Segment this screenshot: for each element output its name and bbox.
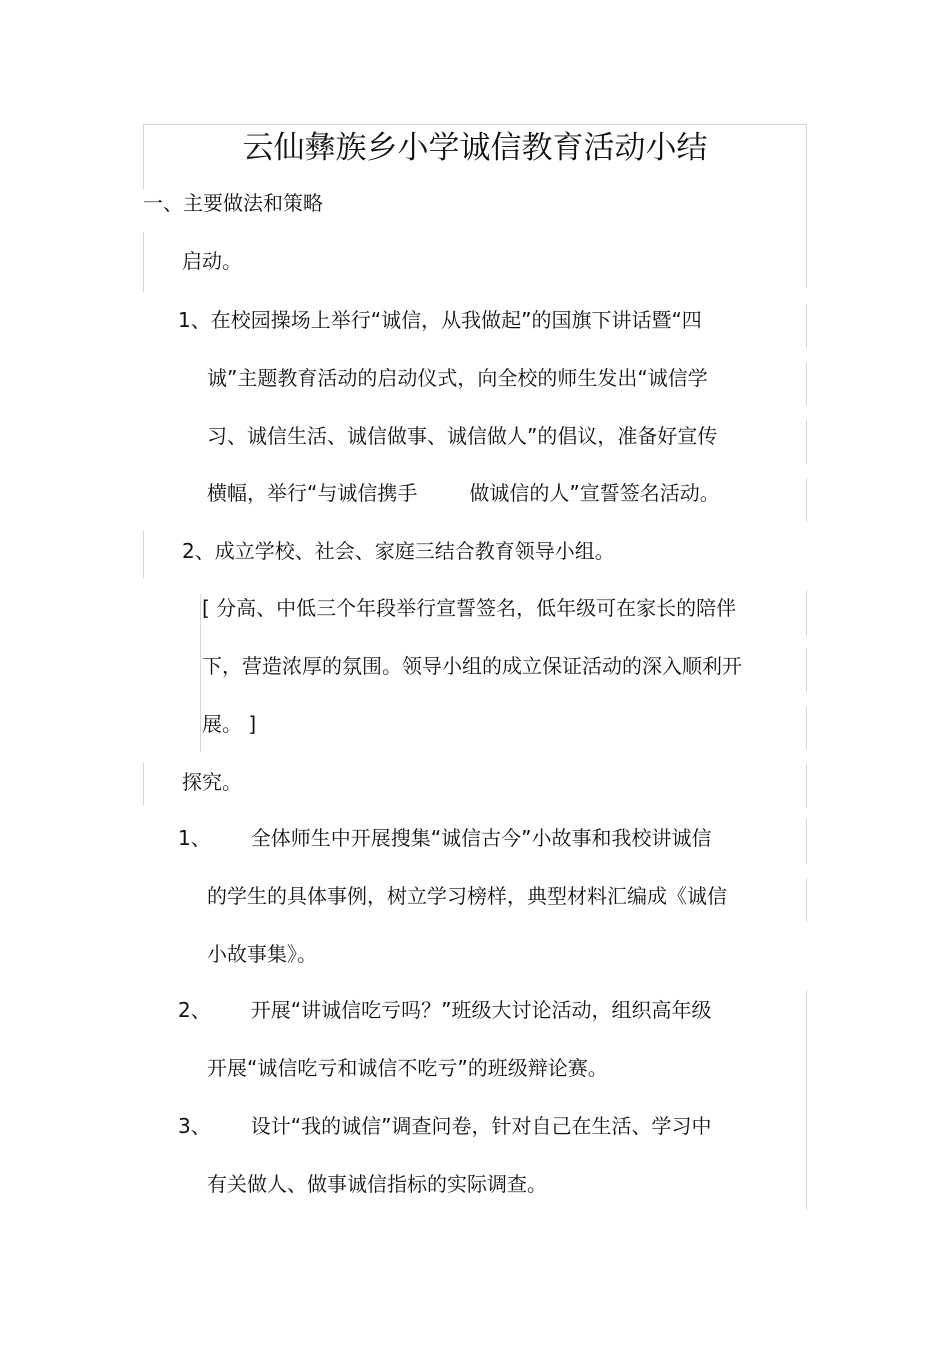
frame-right-rule [806,304,807,348]
frame-left-rule [143,530,144,578]
frame-right-rule [806,706,807,750]
frame-right-rule [806,420,807,464]
frame-right-rule [806,590,807,636]
note-line-3: 展。 ] [202,712,257,736]
frame-right-rule [806,990,807,1210]
page-title: 云仙彝族乡小学诚信教育活动小结 [242,130,708,166]
launch-item-2: 2、成立学校、社会、家庭三结合教育领导小组。 [182,539,615,563]
frame-top-rule [143,124,806,125]
launch-label: 启动。 [182,249,242,273]
explore-item-2-line-1: 2、 开展“讲诚信吃亏吗？”班级大讨论活动，组织高年级 [178,998,712,1022]
frame-right-rule [806,818,807,864]
explore-item-3-line-2: 有关做人、做事诚信指标的实际调查。 [207,1172,547,1196]
explore-item-1-line-1: 1、 全体师生中开展搜集“诚信古今”小故事和我校讲诚信 [178,826,712,850]
launch-item-1-line-4: 横幅，举行“与诚信携手 做诚信的人”宣誓签名活动。 [207,481,720,505]
frame-left-rule [143,762,144,806]
explore-item-1-line-3: 小故事集》。 [207,942,317,966]
launch-item-1-line-3: 习、诚信生活、诚信做事、诚信做人”的倡议，准备好宣传 [207,424,718,448]
explore-label: 探究。 [182,770,242,794]
frame-left-rule [200,594,201,752]
note-line-1: [ 分高、中低三个年段举行宣誓签名，低年级可在家长的陪伴 [202,596,737,620]
explore-item-1-number: 1、 [178,826,211,850]
explore-item-3-line-1: 3、 设计“我的诚信”调查问卷，针对自己在生活、学习中 [178,1114,712,1138]
explore-item-2-line-2: 开展“诚信吃亏和诚信不吃亏”的班级辩论赛。 [207,1056,608,1080]
frame-right-rule [806,764,807,808]
frame-right-rule [806,648,807,692]
note-line-2: 下，营造浓厚的氛围。领导小组的成立保证活动的深入顺利开 [202,654,742,678]
frame-right-rule [806,878,807,922]
section-heading: 一、主要做法和策略 [143,191,323,215]
frame-right-rule [806,362,807,406]
frame-right-rule [806,478,807,522]
explore-item-1-line-2: 的学生的具体事例，树立学习榜样，典型材料汇编成《诚信 [207,884,727,908]
launch-item-1-line-1: 1、在校园操场上举行“诚信，从我做起”的国旗下讲话暨“四 [178,308,702,332]
frame-left-rule [143,232,144,292]
explore-item-2-number: 2、 [178,998,211,1022]
launch-item-1-line-2: 诚”主题教育活动的启动仪式，向全校的师生发出“诚信学 [207,366,708,390]
explore-item-3-number: 3、 [178,1114,211,1138]
